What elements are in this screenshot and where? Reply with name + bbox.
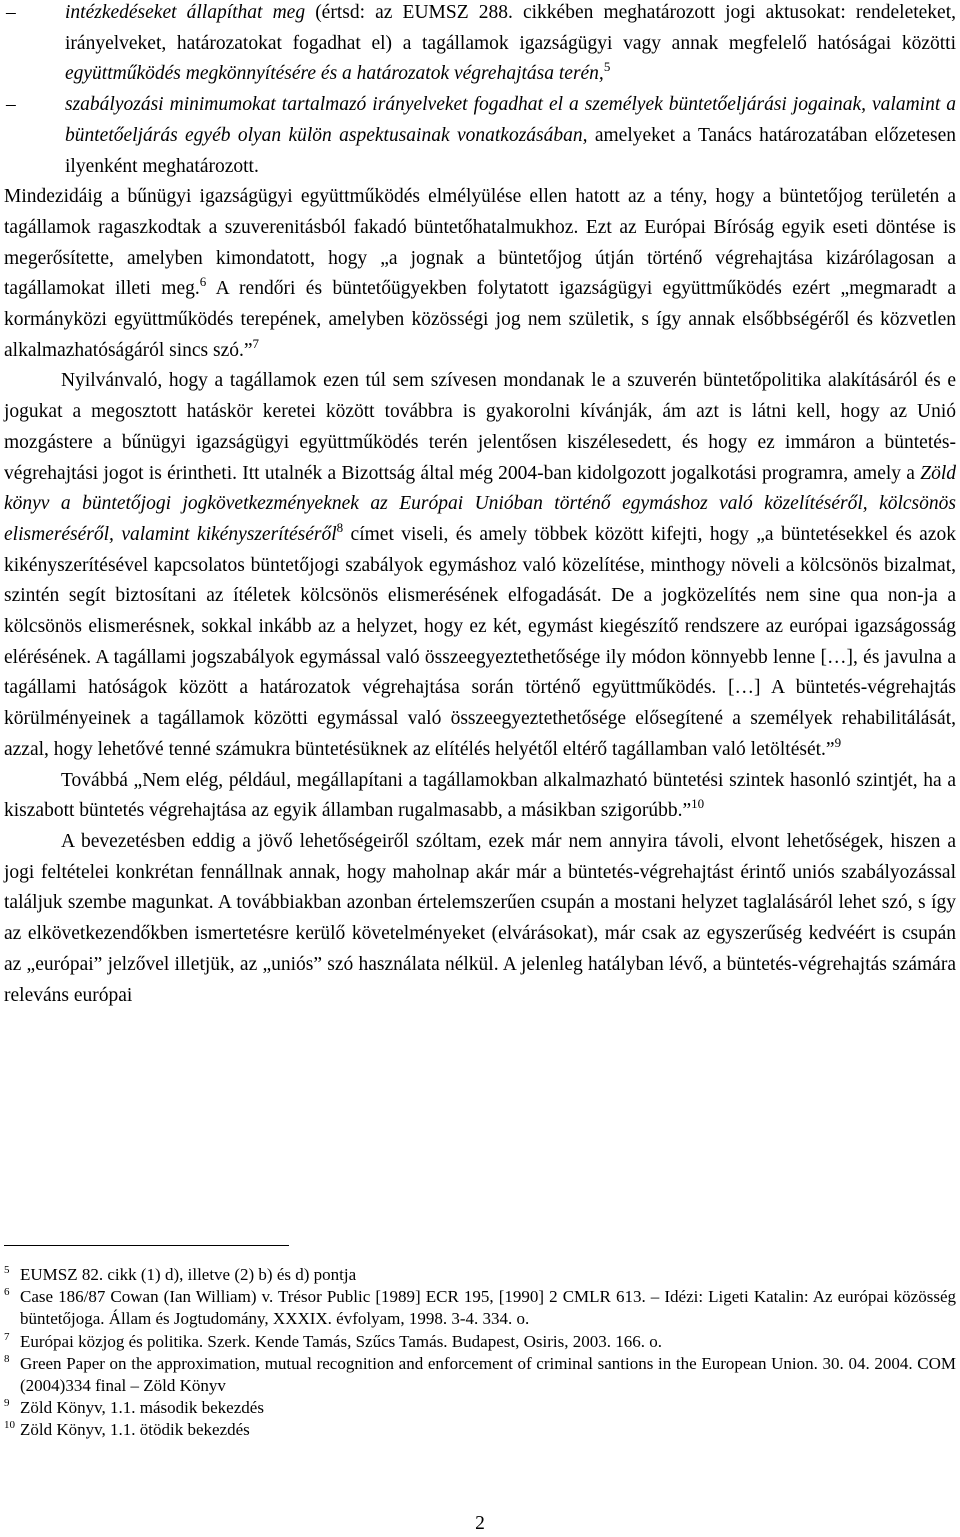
footnote-ref[interactable]: 9 <box>834 734 842 750</box>
paragraph-text: címet viseli, és amely többek között kifejti, hogy „a büntetésekkel és azok kikényszerítésével kapcsolatos büntetőjogi szabályok egymáshoz való közelítése, minthogy növeli a kölcsönös bizalmat, szintén segít biztosítani az ítéletek kölcsönös elismerésének elfogadását. De a jogközelítés nem sine qua non-ja a kölcsönös elismerésnek, sokkal inkább az a helyzet, hogy ez két, egymást kiegészítő rendszere az európai igazságosság elérésének. A tagállami jogszabályok egymással való összeegyeztethetősége ily módon könnyebb lenne […], és javulna a tagállami hatóságok között a határozatok végrehajtása során történő együttműködés. […] A büntetés-végrehajtás körülményeinek a tagállamok közötti egymással való összeegyeztethetősége elősegítené a személyek rehabilitálását, azzal, hogy lehetővé tenné számukra büntetésüknek az elítélés helyétől eltérő tagállamban való letöltését.” <box>4 523 956 760</box>
footnote-ref[interactable]: 5 <box>603 59 611 75</box>
paragraph <box>4 182 956 366</box>
footnote-text: Zöld Könyv, 1.1. ötödik bekezdés <box>20 1420 250 1440</box>
bullet-text-italic: együttműködés megkönnyítésére és a határozatok végrehajtása terén, <box>65 63 604 85</box>
footnote <box>4 1419 956 1441</box>
cited-title: Zöld könyv a büntetőjogi jogkövetkezményeknek az Európai Unióban történő egymáshoz való közelítéséről, kölcsönös elismeréséről, valamint kikényszerítéséről <box>4 462 956 545</box>
paragraph <box>4 366 956 765</box>
footnote-text: Európai közjog és politika. Szerk. Kende Tamás, Szűcs Tamás. Budapest, Osiris, 2003. 166. o. <box>20 1331 662 1351</box>
bullet-text-italic: intézkedéseket állapíthat meg <box>65 2 306 23</box>
footnote <box>4 1397 956 1419</box>
paragraph-text: A bevezetésben eddig a jövő lehetőségeiről szóltam, ezek már nem annyira távoli, elvont lehetőségek, hiszen a jogi feltételei konkrétan fennállnak annak, hogy maholnap akár már a büntetés-végrehajtást érintő uniós szabályozással találjuk szembe magunkat. A továbbiakban azonban értelemszerűen csupán a mostani helyzet taglalásáról lehet szó, s így az elkövetkezendőkben ismertetésre kerülő követelményeket (elvárásokat), már csak az egyszerűség kedvéért is csupán az „európai” jelzővel illetjük, az „uniós” szó használata nélkül. A jelenleg hatályban lévő, a büntetés-végrehajtás számára releváns európai <box>4 830 956 1006</box>
footnote-ref[interactable]: 10 <box>691 796 705 812</box>
bullet-dash: – <box>6 94 16 116</box>
footnote-ref[interactable]: 6 <box>199 274 207 290</box>
footnote <box>4 1331 956 1353</box>
paragraph-text: Nyilvánvaló, hogy a tagállamok ezen túl sem szívesen mondanak le a szuverén büntetőpolitika alakításáról és e jogukat a megosztott hatáskör keretei között továbbra is gyakorolni kívánják, ám azt is látni kell, hogy az Unió mozgástere a bűnügyi igazságügyi együttműködés terén jelentősen kiszélesedett, és hogy ez immáron a büntetés-végrehajtási jogot is érintheti. Itt utalnék a Bizottság által még 2004-ban kidolgozott jogalkotási programra, amely a <box>4 370 956 484</box>
footnote-number: 5 <box>4 1264 10 1276</box>
footnote-divider <box>4 1245 289 1246</box>
paragraph <box>4 827 956 1011</box>
bullet-item <box>4 90 956 182</box>
bullet-text-plain: amelyeket a Tanács határozatában előzetesen ilyenként meghatározott. <box>65 124 956 177</box>
page-number: 2 <box>475 1513 485 1534</box>
footnote-number: 6 <box>4 1286 10 1299</box>
footnote-number: 10 <box>4 1419 15 1432</box>
footnote-number: 9 <box>4 1397 10 1410</box>
bullet-dash: – <box>6 2 16 23</box>
footnote-ref[interactable]: 7 <box>252 335 260 351</box>
footnote-text: Zöld Könyv, 1.1. második bekezdés <box>20 1398 264 1418</box>
footnotes <box>4 1264 956 1442</box>
body-text <box>4 0 956 1011</box>
bullet-item <box>4 0 956 90</box>
footnote-text: Green Paper on the approximation, mutual recognition and enforcement of criminal santions in the European Union. 30. 04. 2004. COM (2004)334 final – Zöld Könyv <box>20 1353 956 1396</box>
footnote <box>4 1353 956 1397</box>
footnote-text: Case 186/87 Cowan (Ian William) v. Trésor Public [1989] ECR 195, [1990] 2 CMLR 613. – Idézi: Ligeti Katalin: Az európai közösség büntetőjoga. Állam és Jogtudomány, XXXIX. évfolyam, 1998. 3-4. 334. o. <box>20 1287 956 1329</box>
bullet-text-italic: szabályozási minimumokat tartalmazó irányelveket fogadhat el a személyek büntetőeljárási jogainak, valamint a büntetőeljárás egyéb olyan külön aspektusainak vonatkozásában, <box>65 94 956 146</box>
bullet-text-plain: (értsd: az EUMSZ 288. cikkében meghatározott jogi aktusokat: rendeleteket, irányelveket, határozatokat fogadhat el) a tagállamok igazságügyi vagy annak megfelelő hatóságai közötti <box>65 2 956 54</box>
footnote <box>4 1264 956 1286</box>
paragraph-text: A rendőri és büntetőügyekben folytatott igazságügyi együttműködés ezért „megmaradt a kormányközi együttműködés terepének, amelyben közösségi jog nem születik, s így annak elsőbbségéről és közvetlen alkalmazhatóságáról sincs szó.” <box>4 278 956 361</box>
paragraph-text: Mindezidáig a bűnügyi igazságügyi együttműködés elmélyülése ellen hatott az a tény, hogy a büntetőjog területén a tagállamok ragaszkodtak a szuverenitásból fakadó büntetőhatalmukhoz. Ezt az Európai Bíróság egyik eseti döntése is megerősítette, amelyben kimondatott, hogy „a jognak a büntetőjog útján történő végrehajtása kizárólagosan a tagállamokat illeti meg. <box>4 186 956 300</box>
footnote-ref[interactable]: 8 <box>336 519 344 535</box>
paragraph <box>4 766 956 827</box>
footnote-text: EUMSZ 82. cikk (1) d), illetve (2) b) és d) pontja <box>20 1265 357 1284</box>
paragraph-text: Továbbá „Nem elég, például, megállapítani a tagállamokban alkalmazható büntetési szintek hasonló szintjét, ha a kiszabott büntetés végrehajtása az egyik államban rugalmasabb, a másikban szigorúbb.” <box>4 769 956 822</box>
footnote-number: 7 <box>4 1330 10 1343</box>
footnote <box>4 1286 956 1330</box>
bullet-list <box>4 0 956 182</box>
footnote-number: 8 <box>4 1352 10 1365</box>
